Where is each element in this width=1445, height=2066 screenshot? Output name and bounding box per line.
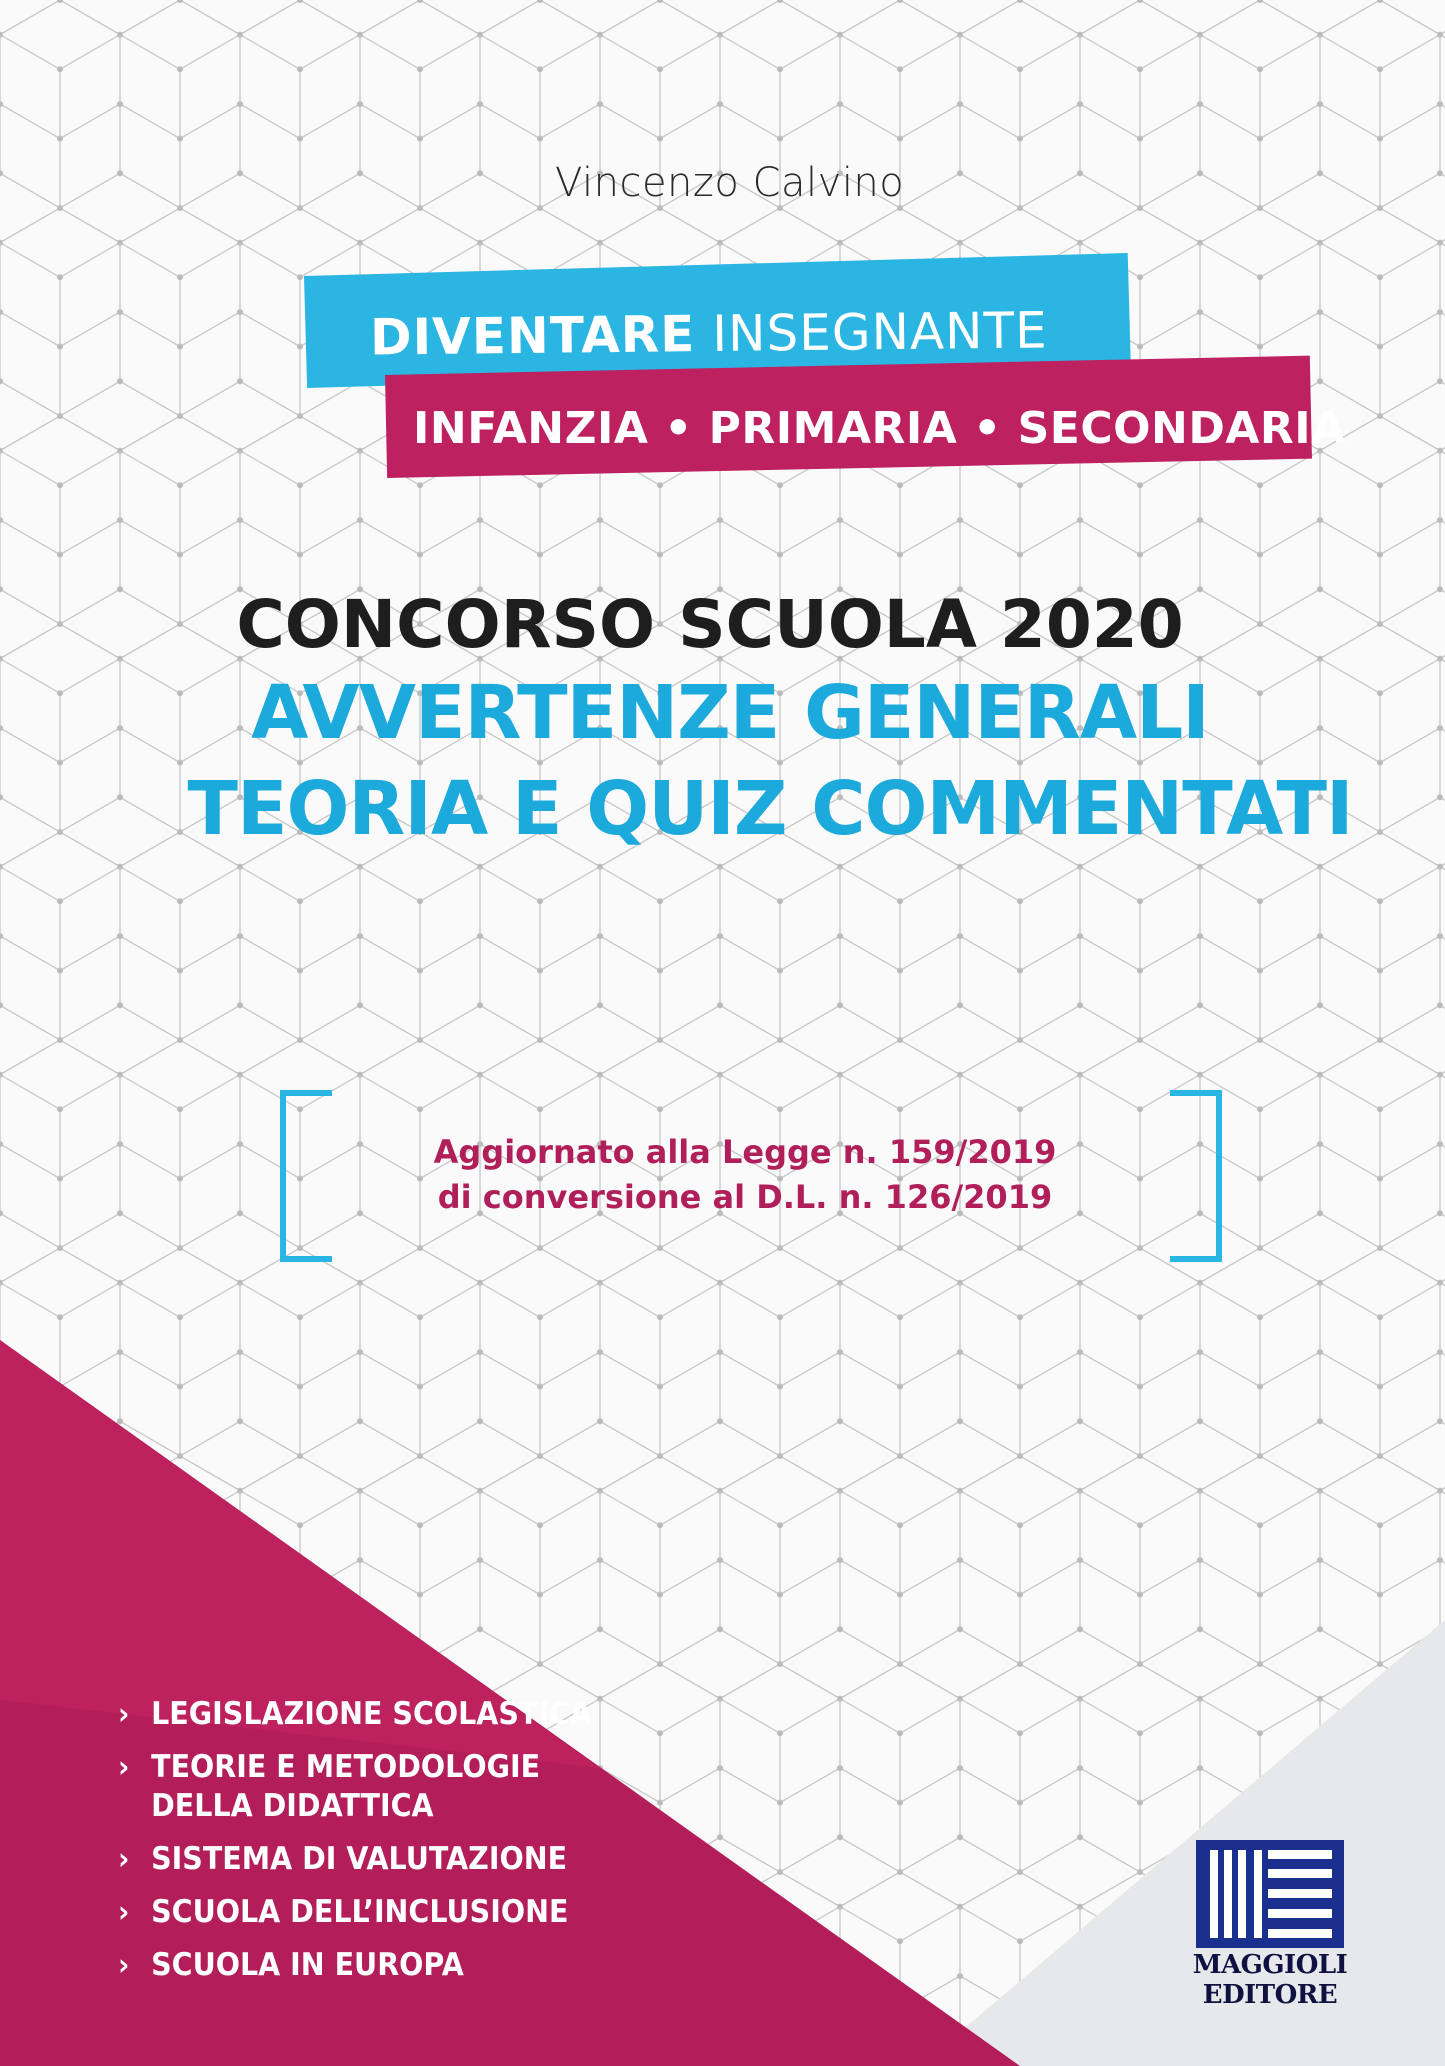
title-line-2: AVVERTENZE GENERALI (251, 670, 1209, 756)
right-bracket (1170, 1090, 1222, 1262)
topic-label: SCUOLA IN EUROPA (151, 1947, 464, 1983)
topic-list (118, 1695, 633, 1999)
topic-item (118, 1946, 592, 1985)
publisher-name: MAGGIOLI (1192, 1950, 1348, 1980)
topic-item (118, 1893, 592, 1932)
chevron-right-icon: › (118, 1842, 130, 1877)
chevron-right-icon: › (118, 1750, 130, 1785)
update-note (330, 1130, 1160, 1220)
topic-label: LEGISLAZIONE SCOLASTICA (151, 1696, 592, 1732)
publisher-logo (1190, 1840, 1350, 2008)
publisher-name-editore: EDITORE (1202, 1980, 1338, 2010)
topic-item (118, 1748, 592, 1826)
topic-item (118, 1695, 592, 1734)
series-title (370, 301, 1048, 366)
topic-label: SCUOLA DELL’INCLUSIONE (151, 1894, 569, 1930)
title-line-1: CONCORSO SCUOLA 2020 (236, 586, 1184, 663)
series-title-light: INSEGNANTE (711, 301, 1048, 363)
topic-item (118, 1840, 592, 1879)
levels-text: INFANZIA • PRIMARIA • SECONDARIA (413, 403, 1346, 454)
update-note-line-2: di conversione al D.L. n. 126/2019 (437, 1178, 1053, 1216)
series-title-bold: DIVENTARE (369, 305, 696, 367)
update-note-line-1: Aggiornato alla Legge n. 159/2019 (433, 1133, 1057, 1171)
topic-label: SISTEMA DI VALUTAZIONE (151, 1841, 568, 1877)
topic-label-continued: DELLA DIDATTICA (151, 1788, 434, 1824)
book-title (100, 585, 1400, 857)
chevron-right-icon: › (118, 1697, 130, 1732)
topic-label: TEORIE E METODOLOGIE (151, 1749, 541, 1785)
author-name: Vincenzo Calvino (555, 160, 905, 206)
maggioli-logo-icon (1196, 1840, 1344, 1948)
left-bracket (280, 1090, 332, 1262)
title-line-3: TEORIA E QUIZ COMMENTATI (187, 766, 1353, 852)
chevron-right-icon: › (118, 1895, 130, 1930)
chevron-right-icon: › (118, 1948, 130, 1983)
